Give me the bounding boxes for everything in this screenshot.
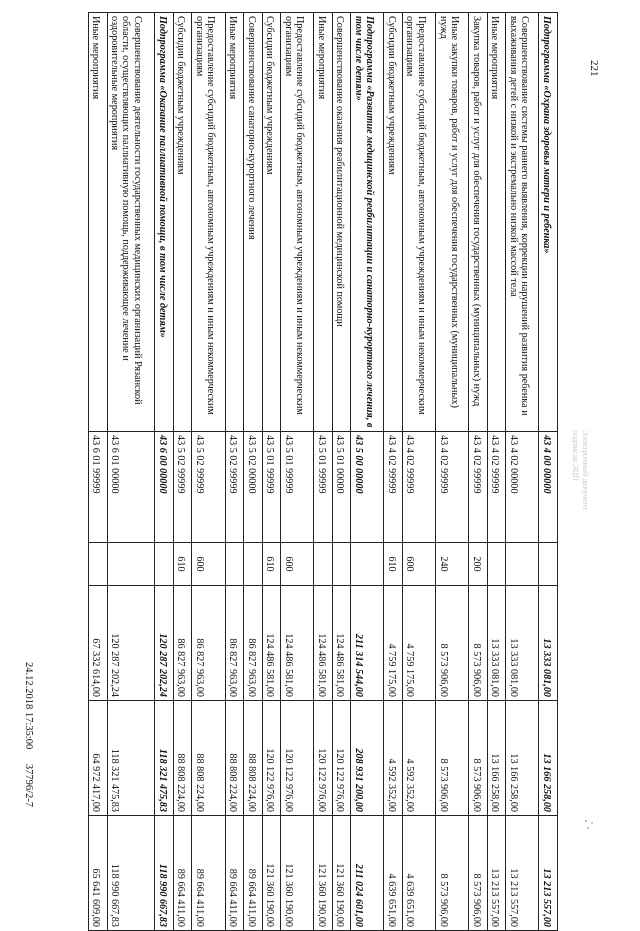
row-type-cell (155, 543, 174, 586)
row-name-cell: Подпрограмма «Оказание паллиативной помощи, в том числе детям» (155, 13, 174, 432)
row-amount-2021-cell: 121 360 190,00 (262, 816, 281, 931)
row-name-cell: Иные мероприятия (487, 13, 506, 432)
row-name-cell: Совершенствование деятельности государственных медицинских организаций Рязанской области, осуществляющих паллиативную помощь, поддерживающее лечение и оздоровительные мероприятия (107, 13, 155, 432)
row-type-cell: 240 (436, 543, 469, 586)
row-name-cell: Подпрограмма «Охрана здоровья матери и ребенка» (539, 13, 558, 432)
row-amount-2019-cell: 8 573 906,00 (469, 586, 488, 701)
footer-timestamp: 24.12.2018 17:35:00 (23, 662, 34, 750)
row-amount-2020-cell: 8 573 906,00 (469, 701, 488, 816)
row-code-cell: 43 5 00 00000 (351, 432, 384, 543)
row-amount-2021-cell: 89 664 411,00 (225, 816, 244, 931)
row-name-cell: Иные закупки товаров, работ и услуг для обеспечения государственных (муниципальных) нужд (436, 13, 469, 432)
row-code-cell: 43 6 01 00000 (107, 432, 155, 543)
row-type-cell (244, 543, 263, 586)
table-row (173, 13, 192, 931)
row-amount-2020-cell: 120 122 976,00 (314, 701, 333, 816)
watermark-line-1: Электронный документ (581, 430, 590, 511)
row-code-cell: 43 5 02 99999 (192, 432, 225, 543)
row-amount-2021-cell: 89 664 411,00 (244, 816, 263, 931)
table-row (436, 13, 469, 931)
row-code-cell: 43 4 02 99999 (436, 432, 469, 543)
row-code-cell: 43 4 00 00000 (539, 432, 558, 543)
row-code-cell: 43 5 02 00000 (244, 432, 263, 543)
budget-table-body (89, 13, 558, 931)
row-amount-2021-cell: 13 213 557,00 (539, 816, 558, 931)
row-name-cell: Совершенствование системы раннего выявления, коррекции нарушений развития ребенка и выхаживания детей с низкой и экстремально низкой массой тела (506, 13, 539, 432)
row-amount-2021-cell: 89 664 411,00 (192, 816, 225, 931)
signature-watermark (571, 430, 590, 510)
row-amount-2019-cell: 86 827 963,00 (225, 586, 244, 701)
table-row (469, 13, 488, 931)
row-amount-2020-cell: 13 166 258,00 (487, 701, 506, 816)
row-amount-2021-cell: 118 990 667,83 (107, 816, 155, 931)
row-code-cell: 43 5 01 99999 (314, 432, 333, 543)
table-row (89, 13, 108, 931)
document-footer (23, 662, 34, 807)
row-amount-2020-cell: 64 972 417,00 (89, 701, 108, 816)
row-code-cell: 43 6 01 99999 (89, 432, 108, 543)
row-amount-2020-cell: 88 808 224,00 (192, 701, 225, 816)
row-type-cell: 200 (469, 543, 488, 586)
row-type-cell: 600 (402, 543, 435, 586)
row-code-cell: 43 5 02 99999 (225, 432, 244, 543)
row-amount-2020-cell: 88 808 224,00 (173, 701, 192, 816)
row-amount-2020-cell: 208 931 200,00 (351, 701, 384, 816)
table-row (314, 13, 333, 931)
row-name-cell: Предоставление субсидий бюджетным, автономным учреждениям и иным некоммерческим организациям (402, 13, 435, 432)
row-amount-2020-cell: 4 592 352,00 (402, 701, 435, 816)
row-amount-2019-cell: 86 827 963,00 (173, 586, 192, 701)
row-code-cell: 43 4 02 99999 (402, 432, 435, 543)
row-amount-2019-cell: 4 759 175,00 (384, 586, 403, 701)
page-number: 221 (588, 60, 600, 77)
table-row (281, 13, 314, 931)
row-name-cell: Субсидии бюджетным учреждениям (384, 13, 403, 432)
row-type-cell: 600 (281, 543, 314, 586)
row-amount-2021-cell: 4 639 651,00 (384, 816, 403, 931)
row-amount-2019-cell: 67 332 614,00 (89, 586, 108, 701)
row-amount-2019-cell: 8 573 906,00 (436, 586, 469, 701)
row-amount-2019-cell: 86 827 963,00 (192, 586, 225, 701)
table-row (384, 13, 403, 931)
table-row (351, 13, 384, 931)
row-amount-2019-cell: 86 827 963,00 (244, 586, 263, 701)
row-code-cell: 43 4 02 00000 (506, 432, 539, 543)
row-amount-2021-cell: 118 990 667,83 (155, 816, 174, 931)
table-row (244, 13, 263, 931)
row-amount-2021-cell: 211 024 601,00 (351, 816, 384, 931)
row-type-cell (107, 543, 155, 586)
table-row (402, 13, 435, 931)
row-amount-2021-cell: 13 213 557,00 (506, 816, 539, 931)
row-code-cell: 43 5 01 99999 (281, 432, 314, 543)
row-type-cell (314, 543, 333, 586)
row-amount-2019-cell: 13 333 081,00 (506, 586, 539, 701)
table-row (487, 13, 506, 931)
row-name-cell: Совершенствование санаторно-курортного лечения (244, 13, 263, 432)
row-amount-2019-cell: 120 287 202,24 (107, 586, 155, 701)
row-amount-2020-cell: 4 592 352,00 (384, 701, 403, 816)
row-amount-2021-cell: 65 641 609,00 (89, 816, 108, 931)
row-amount-2020-cell: 88 808 224,00 (225, 701, 244, 816)
row-amount-2020-cell: 118 321 475,83 (155, 701, 174, 816)
table-row (539, 13, 558, 931)
row-code-cell: 43 4 02 99999 (487, 432, 506, 543)
row-code-cell: 43 4 02 99999 (384, 432, 403, 543)
row-name-cell: Предоставление субсидий бюджетным, автономным учреждениям и иным некоммерческим организациям (281, 13, 314, 432)
row-amount-2021-cell: 121 360 190,00 (281, 816, 314, 931)
row-amount-2019-cell: 4 759 175,00 (402, 586, 435, 701)
row-amount-2021-cell: 89 664 411,00 (173, 816, 192, 931)
row-name-cell: Закупка товаров, работ и услуг для обеспечения государственных (муниципальных) нужд (469, 13, 488, 432)
row-amount-2021-cell: 8 573 906,00 (436, 816, 469, 931)
budget-table-area (88, 12, 558, 927)
row-code-cell: 43 5 01 00000 (332, 432, 351, 543)
row-amount-2021-cell: 4 639 651,00 (402, 816, 435, 931)
row-amount-2020-cell: 118 321 475,83 (107, 701, 155, 816)
table-row (332, 13, 351, 931)
row-amount-2020-cell: 13 166 258,00 (506, 701, 539, 816)
row-amount-2020-cell: 120 122 976,00 (262, 701, 281, 816)
row-name-cell: Совершенствование оказания реабилитационной медицинской помощи (332, 13, 351, 432)
row-type-cell (89, 543, 108, 586)
rotated-table-container (88, 12, 558, 927)
row-name-cell: Предоставление субсидий бюджетным, автономным учреждениям и иным некоммерческим организациям (192, 13, 225, 432)
row-amount-2019-cell: 211 314 544,00 (351, 586, 384, 701)
row-type-cell (332, 543, 351, 586)
budget-table (88, 12, 558, 931)
table-row (155, 13, 174, 931)
row-amount-2019-cell: 124 486 581,00 (262, 586, 281, 701)
row-amount-2020-cell: 120 122 976,00 (281, 701, 314, 816)
table-row (225, 13, 244, 931)
row-amount-2021-cell: 13 213 557,00 (487, 816, 506, 931)
row-type-cell (225, 543, 244, 586)
row-code-cell: 43 6 00 00000 (155, 432, 174, 543)
row-type-cell (506, 543, 539, 586)
row-amount-2021-cell: 8 573 906,00 (469, 816, 488, 931)
row-type-cell: 610 (173, 543, 192, 586)
row-name-cell: Субсидии бюджетным учреждениям (262, 13, 281, 432)
row-amount-2020-cell: 8 573 906,00 (436, 701, 469, 816)
watermark-line-2: подписан ЭЦП (571, 430, 581, 481)
row-code-cell: 43 4 02 99999 (469, 432, 488, 543)
row-type-cell (351, 543, 384, 586)
row-amount-2020-cell: 88 808 224,00 (244, 701, 263, 816)
row-code-cell: 43 5 01 99999 (262, 432, 281, 543)
row-name-cell: Иные мероприятия (225, 13, 244, 432)
row-code-cell: 43 5 02 99999 (173, 432, 192, 543)
row-name-cell: Иные мероприятия (314, 13, 333, 432)
table-row (506, 13, 539, 931)
row-amount-2019-cell: 124 486 581,00 (332, 586, 351, 701)
row-type-cell: 600 (192, 543, 225, 586)
row-amount-2019-cell: 120 287 202,24 (155, 586, 174, 701)
row-amount-2021-cell: 121 360 190,00 (332, 816, 351, 931)
row-amount-2021-cell: 121 360 190,00 (314, 816, 333, 931)
row-name-cell: Иные мероприятия (89, 13, 108, 432)
table-row (262, 13, 281, 931)
row-name-cell: Подпрограмма «Развитие медицинской реабилитации и санаторно-курортного лечения, в том числе детям» (351, 13, 384, 432)
row-type-cell: 610 (262, 543, 281, 586)
row-type-cell (539, 543, 558, 586)
row-type-cell (487, 543, 506, 586)
row-amount-2020-cell: 120 122 976,00 (332, 701, 351, 816)
row-amount-2020-cell: 13 166 258,00 (539, 701, 558, 816)
footer-doc-id: 37796/2-7 (23, 763, 34, 808)
row-name-cell: Субсидии бюджетным учреждениям (173, 13, 192, 432)
row-amount-2019-cell: 13 333 081,00 (487, 586, 506, 701)
table-row (192, 13, 225, 931)
row-amount-2019-cell: 124 486 581,00 (314, 586, 333, 701)
stamp-dots-icon (583, 818, 597, 832)
row-amount-2019-cell: 124 486 581,00 (281, 586, 314, 701)
table-row (107, 13, 155, 931)
row-amount-2019-cell: 13 333 081,00 (539, 586, 558, 701)
row-type-cell: 610 (384, 543, 403, 586)
